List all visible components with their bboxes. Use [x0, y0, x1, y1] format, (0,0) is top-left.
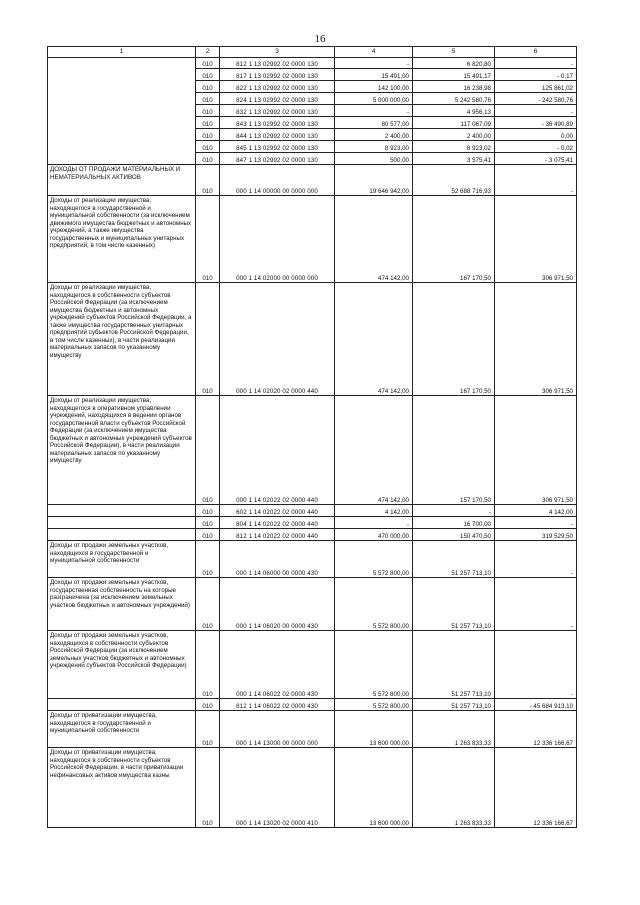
row-name-text: Доходы от продажи земельных участков, находящихся в собственности субъектов Российской Федерации (за исключением земельных участков бюджетных и автономных учреждений субъектов Российской Федерации) [50, 632, 187, 669]
row-kbk-code: 000 1 14 02022 02 0000 440 [220, 396, 335, 505]
row-kbk-code: 843 1 13 02992 02 0000 130 [220, 117, 335, 129]
row-executed-amount: 167 170,50 [413, 196, 495, 283]
row-planned-amount: 5 572 800,00 [335, 631, 413, 699]
row-executed-amount: 117 067,09 [413, 117, 495, 129]
row-name-text: Доходы от реализации имущества, находящегося в оперативном управлении учреждений, находящихся в ведении органов государственной власти субъектов Российской Федерации (за исключением имущества бюджетных и автономных учреждений субъектов Российской Федерации), в части реализации материальных запасов по указанному имуществу [50, 397, 192, 464]
row-unexecuted-amount: - 3 075,41 [495, 153, 577, 165]
table-row [48, 541, 577, 578]
row-kbk-code: 845 1 13 02992 02 0000 130 [220, 141, 335, 153]
row-name-text: Доходы от приватизации имущества, находящегося в государственной и муниципальной собственности [50, 712, 157, 734]
row-planned-amount: 474 142,00 [335, 396, 413, 505]
row-unexecuted-amount: 0,00 [495, 129, 577, 141]
row-name [48, 541, 196, 578]
row-unexecuted-amount: 12 336 166,67 [495, 748, 577, 828]
row-code: 010 [196, 165, 220, 196]
row-name-text: Доходы от продажи земельных участков, государственная собственность на которые разграничена (за исключением земельных участков бюджетных и автономных учреждений) [50, 579, 190, 609]
row-executed-amount: 1 263 833,33 [413, 748, 495, 828]
table-row [48, 165, 577, 196]
row-kbk-code: 000 1 14 06022 02 0000 430 [220, 631, 335, 699]
column-header: 3 [220, 47, 335, 58]
row-name-text: Доходы от продажи земельных участков, находящихся в государственной и муниципальной собственности [50, 542, 169, 564]
row-name-text: Доходы от реализации имущества, находящегося в собственности субъектов Российской Федерации (за исключением имущества бюджетных и автономных учреждений субъектов Российской Федерации, а также имущества государственных унитарных предприятий субъектов Российской Федерации, в том числе казенных), в части реализации материальных запасов по указанному имуществу [50, 284, 192, 359]
row-code: 010 [196, 748, 220, 828]
row-planned-amount: 5 572 800,00 [335, 541, 413, 578]
row-unexecuted-amount: - 36 490,89 [495, 117, 577, 129]
row-executed-amount: 157 170,50 [413, 396, 495, 505]
row-code: 010 [196, 711, 220, 748]
row-name-text: ДОХОДЫ ОТ ПРОДАЖИ МАТЕРИАЛЬНЫХ И НЕМАТЕРИАЛЬНЫХ АКТИВОВ [50, 166, 181, 181]
table-row [48, 517, 577, 529]
row-executed-amount: 52 688 716,93 [413, 165, 495, 196]
row-unexecuted-amount: - [495, 578, 577, 631]
row-planned-amount: 13 600 000,00 [335, 711, 413, 748]
row-unexecuted-amount: - [495, 105, 577, 117]
row-name [48, 699, 196, 711]
row-kbk-code: 812 1 13 02992 02 0000 130 [220, 58, 335, 69]
table-row [48, 699, 577, 711]
row-unexecuted-amount: - 45 684 913,10 [495, 699, 577, 711]
column-header: 6 [495, 47, 577, 58]
row-planned-amount: 5 572 800,00 [335, 578, 413, 631]
row-unexecuted-amount: - 0,17 [495, 69, 577, 81]
row-name [48, 196, 196, 283]
row-kbk-code: 000 1 14 06020 00 0000 430 [220, 578, 335, 631]
row-name [48, 578, 196, 631]
row-name [48, 396, 196, 505]
row-executed-amount: 16 238,98 [413, 81, 495, 93]
row-executed-amount: 1 263 833,33 [413, 711, 495, 748]
row-code: 010 [196, 58, 220, 69]
row-code: 010 [196, 517, 220, 529]
row-planned-amount: - [335, 105, 413, 117]
row-code: 010 [196, 699, 220, 711]
row-code: 010 [196, 141, 220, 153]
row-planned-amount: - [335, 517, 413, 529]
row-name [48, 748, 196, 828]
row-name [48, 631, 196, 699]
row-unexecuted-amount: 306 971,50 [495, 196, 577, 283]
row-planned-amount: 500,00 [335, 153, 413, 165]
row-kbk-code: 602 1 14 02022 02 0000 440 [220, 505, 335, 517]
row-planned-amount: 474 142,00 [335, 196, 413, 283]
row-executed-amount: 51 257 713,10 [413, 631, 495, 699]
row-executed-amount: 4 956,13 [413, 105, 495, 117]
row-kbk-code: 000 1 14 13000 00 0000 000 [220, 711, 335, 748]
row-unexecuted-amount: 306 971,50 [495, 283, 577, 396]
row-name [48, 529, 196, 541]
row-code: 010 [196, 196, 220, 283]
column-header: 4 [335, 47, 413, 58]
row-kbk-code: 817 1 13 02992 02 0000 130 [220, 69, 335, 81]
table-row [48, 58, 577, 69]
row-unexecuted-amount: 125 861,02 [495, 81, 577, 93]
row-unexecuted-amount: 12 336 166,67 [495, 711, 577, 748]
row-kbk-code: 804 1 14 02022 02 0000 440 [220, 517, 335, 529]
income-report-table [47, 46, 577, 828]
table-row [48, 578, 577, 631]
row-planned-amount: 142 100,00 [335, 81, 413, 93]
row-code: 010 [196, 69, 220, 81]
header-row [48, 47, 577, 58]
row-kbk-code: 812 1 14 06022 02 0000 430 [220, 699, 335, 711]
row-executed-amount: - [413, 505, 495, 517]
page-number: 16 [314, 33, 326, 45]
row-planned-amount: 470 000,00 [335, 529, 413, 541]
row-unexecuted-amount: - [495, 165, 577, 196]
row-planned-amount: 4 142,00 [335, 505, 413, 517]
row-unexecuted-amount: - [495, 631, 577, 699]
row-name [48, 58, 196, 165]
row-code: 010 [196, 541, 220, 578]
row-executed-amount: 6 820,80 [413, 58, 495, 69]
table-row [48, 748, 577, 828]
row-planned-amount: 474 142,00 [335, 283, 413, 396]
row-unexecuted-amount: - 242 580,76 [495, 93, 577, 105]
row-kbk-code: 832 1 13 02992 02 0000 130 [220, 105, 335, 117]
row-planned-amount: 80 577,00 [335, 117, 413, 129]
row-kbk-code: 000 1 14 02020 02 0000 440 [220, 283, 335, 396]
row-executed-amount: 3 575,41 [413, 153, 495, 165]
row-executed-amount: 167 170,50 [413, 283, 495, 396]
row-unexecuted-amount: - [495, 58, 577, 69]
row-unexecuted-amount: 306 971,50 [495, 396, 577, 505]
row-kbk-code: 812 1 14 02022 02 0000 440 [220, 529, 335, 541]
row-executed-amount: 15 491,17 [413, 69, 495, 81]
row-kbk-code: 847 1 13 02992 02 0000 130 [220, 153, 335, 165]
table-row [48, 283, 577, 396]
row-kbk-code: 000 1 14 02000 00 0000 000 [220, 196, 335, 283]
row-name [48, 517, 196, 529]
row-unexecuted-amount: 319 529,50 [495, 529, 577, 541]
row-code: 010 [196, 283, 220, 396]
table-row [48, 396, 577, 505]
row-code: 010 [196, 153, 220, 165]
row-planned-amount: 5 000 000,00 [335, 93, 413, 105]
row-code: 010 [196, 396, 220, 505]
table-row [48, 711, 577, 748]
row-kbk-code: 000 1 14 13020 02 0000 410 [220, 748, 335, 828]
row-unexecuted-amount: - 0,02 [495, 141, 577, 153]
row-code: 010 [196, 81, 220, 93]
row-kbk-code: 000 1 14 06000 00 0000 430 [220, 541, 335, 578]
row-code: 010 [196, 578, 220, 631]
row-name [48, 165, 196, 196]
row-kbk-code: 000 1 14 00000 00 0000 000 [220, 165, 335, 196]
row-kbk-code: 824 1 13 02992 02 0000 130 [220, 93, 335, 105]
row-kbk-code: 844 1 13 02992 02 0000 130 [220, 129, 335, 141]
row-executed-amount: 150 470,50 [413, 529, 495, 541]
row-code: 010 [196, 505, 220, 517]
row-code: 010 [196, 93, 220, 105]
column-header: 5 [413, 47, 495, 58]
row-executed-amount: 2 400,00 [413, 129, 495, 141]
row-executed-amount: 51 257 713,10 [413, 541, 495, 578]
row-unexecuted-amount: 4 142,00 [495, 505, 577, 517]
table-row [48, 529, 577, 541]
row-planned-amount: 5 572 800,00 [335, 699, 413, 711]
table-row [48, 505, 577, 517]
column-header: 1 [48, 47, 196, 58]
row-name-text: Доходы от приватизации имущества, находящегося в собственности субъектов Российской Федерации, в части приватизации нефинансовых активов имущества казны [50, 749, 184, 779]
row-name-text: Доходы от реализации имущества, находящегося в государственной и муниципальной собственности (за исключением движимого имущества бюджетных и автономных учреждений, а также имущества государственных и муниципальных унитарных предприятий, в том числе казенных) [50, 197, 192, 249]
row-executed-amount: 51 257 713,10 [413, 699, 495, 711]
row-executed-amount: 8 923,02 [413, 141, 495, 153]
row-code: 010 [196, 529, 220, 541]
row-code: 010 [196, 117, 220, 129]
table-row [48, 196, 577, 283]
row-planned-amount: 19 646 942,00 [335, 165, 413, 196]
row-planned-amount: 8 923,00 [335, 141, 413, 153]
row-executed-amount: 16 700,00 [413, 517, 495, 529]
row-executed-amount: 51 257 713,10 [413, 578, 495, 631]
row-name [48, 283, 196, 396]
row-name [48, 711, 196, 748]
row-planned-amount: 2 400,00 [335, 129, 413, 141]
table-row [48, 631, 577, 699]
row-planned-amount: 13 600 000,00 [335, 748, 413, 828]
row-unexecuted-amount: - [495, 541, 577, 578]
row-code: 010 [196, 631, 220, 699]
row-planned-amount: - [335, 58, 413, 69]
row-name [48, 505, 196, 517]
row-executed-amount: 5 242 580,76 [413, 93, 495, 105]
row-code: 010 [196, 105, 220, 117]
row-unexecuted-amount: - [495, 517, 577, 529]
column-header: 2 [196, 47, 220, 58]
row-code: 010 [196, 129, 220, 141]
row-kbk-code: 822 1 13 02992 02 0000 130 [220, 81, 335, 93]
row-planned-amount: 15 491,00 [335, 69, 413, 81]
